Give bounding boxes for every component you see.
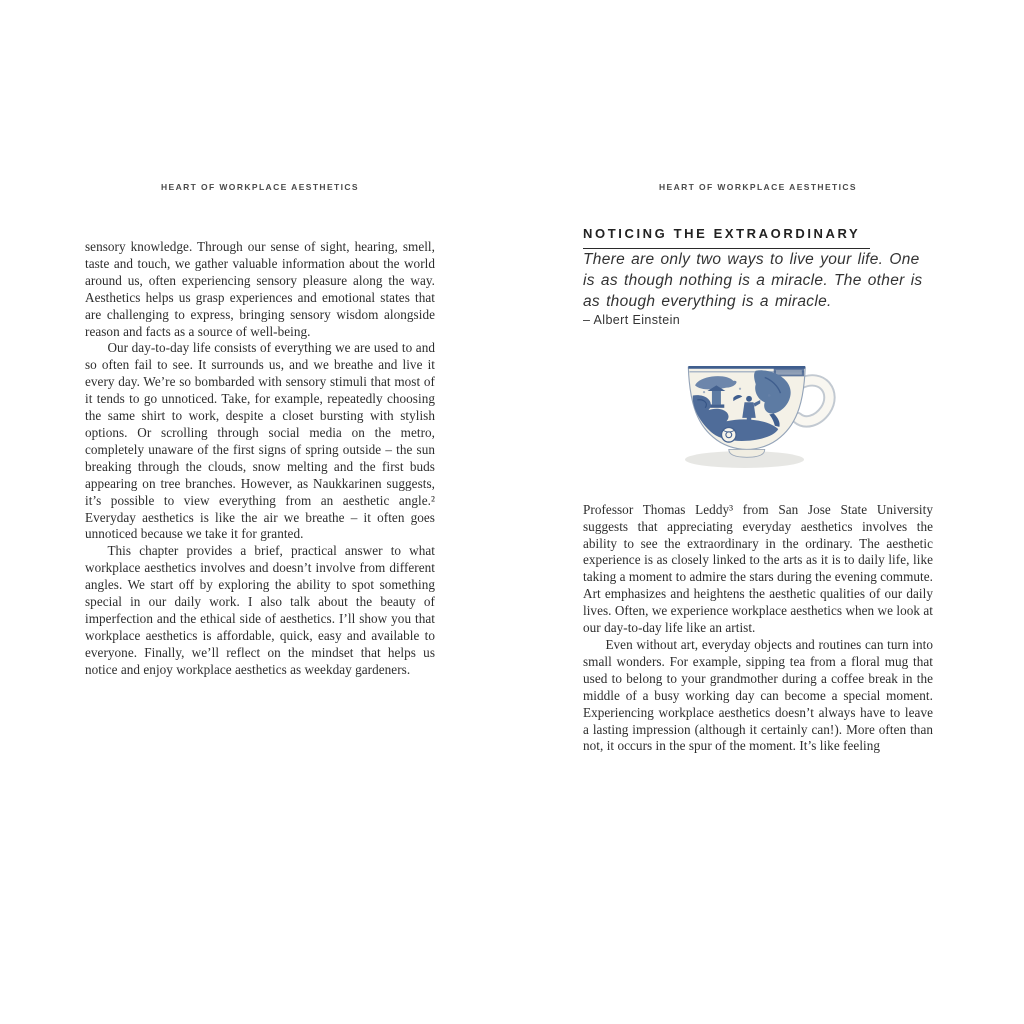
paragraph: Our day-to-day life consists of everything we are used to and so often fail to see. It surrounds us, and we breathe and live it every day. We’re so bombarded with sensory stimuli that most of it tends to go unnoticed. Take, for example, repeatedly choosing the same shirt to work, despite a closet bursting with stylish options. Or scrolling through social media on the metro, completely unaware of the first signs of spring outside – the sun breaking through the clouds, snow melting and the first buds appearing on tree branches. However, as Naukkarinen suggests, it’s possible to view everything from an aesthetic angle.² Everyday aesthetics is like the air we breathe – it often goes unnoticed because we take it for granted.: [85, 340, 435, 542]
teacup-illustration: [583, 355, 933, 478]
paragraph: This chapter provides a brief, practical answer to what workplace aesthetics involves and doesn’t involve from different angles. We start off by exploring the ability to spot something special in our daily work. I also talk about the beauty of imperfection and the ethical side of aesthetics. I’ll show you that workplace aesthetics is affordable, quick, easy and available to everyone. Finally, we’ll reflect on the mindset that helps us notice and enjoy workplace aesthetics as weekday gardeners.: [85, 543, 435, 677]
paragraph: Professor Thomas Leddy³ from San Jose State University suggests that appreciating everyday aesthetics involves the ability to see the extraordinary in the ordinary. The aesthetic experience is as closely linked to the arts as it is to daily life, like taking a moment to admire the stars during the evening commute. Art emphasizes and heightens the aesthetic qualities of our daily lives. Often, we experience workplace aesthetics when we look at our day-to-day life like an artist.: [583, 501, 933, 636]
paragraph: sensory knowledge. Through our sense of sight, hearing, smell, taste and touch, we gather valuable information about the world around us, often experiencing sensory pleasure along the way. Aesthetics helps us grasp experiences and emotional states that are challenging to express, bringing sensory wisdom alongside reason and facts as a source of well-being.: [85, 239, 435, 339]
teacup-icon: [654, 355, 862, 473]
running-head-right: HEART OF WORKPLACE AESTHETICS: [658, 182, 857, 192]
right-page-body: [583, 226, 933, 755]
section-heading: NOTICING THE EXTRAORDINARY: [583, 226, 870, 249]
epigraph-quote: There are only two ways to live your life. One is as though nothing is a miracle. The other is as though everything is a miracle.: [583, 250, 923, 310]
left-page-body: [85, 239, 435, 679]
quote-attribution: – Albert Einstein: [583, 312, 681, 327]
running-head-left: HEART OF WORKPLACE AESTHETICS: [160, 182, 359, 192]
right-page-text: [583, 502, 933, 756]
paragraph: Even without art, everyday objects and routines can turn into small wonders. For example, sipping tea from a floral mug that used to belong to your grandmother during a coffee break in the middle of a busy working day can become a special moment. Experiencing workplace aesthetics doesn’t always have to leave a lasting impression (although it certainly can!). More often than not, it occurs in the spur of the moment. It’s like feeling: [583, 636, 933, 754]
